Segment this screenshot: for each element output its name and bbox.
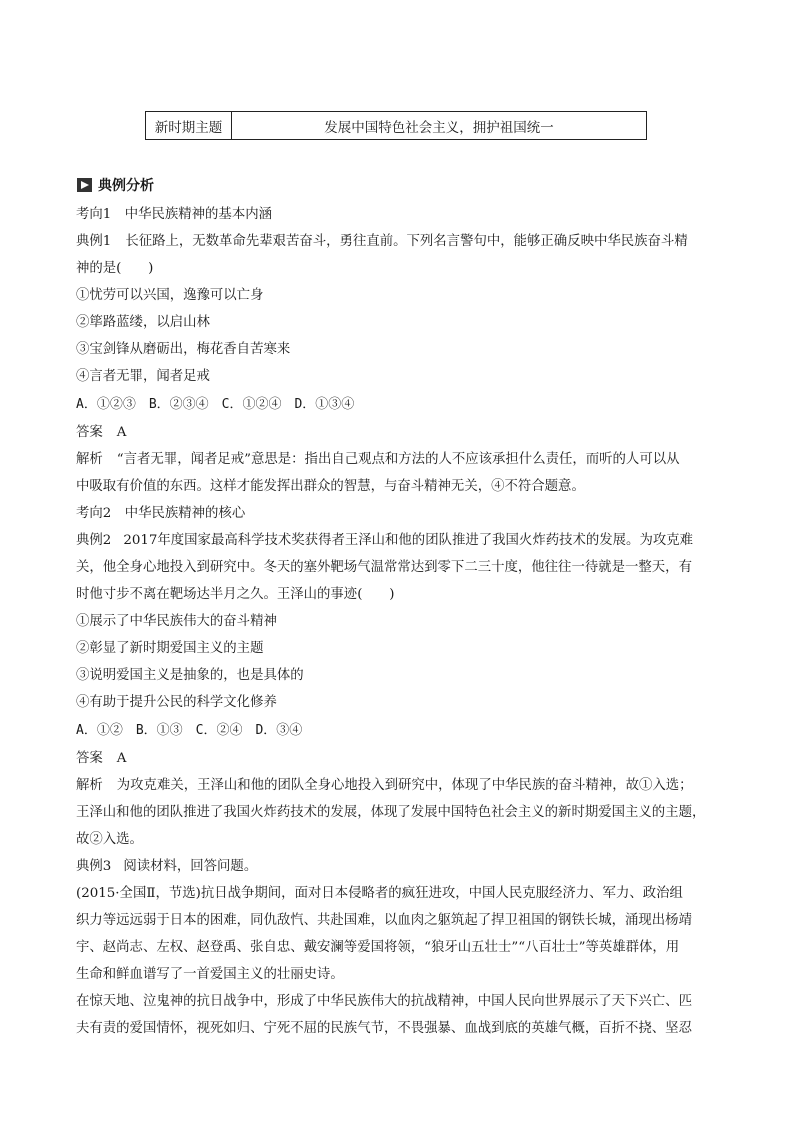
example-2-option-2: ②彰显了新时期爱国主义的主题 <box>76 641 264 656</box>
example-1-question-line <box>76 235 688 248</box>
example-1-option-1: ①忧劳可以兴国，逸豫可以亡身 <box>76 288 264 303</box>
analysis-text: 为攻克难关，王泽山和他的团队全身心地投入到研究中，体现了中华民族的奋斗精神，故①入选； <box>116 778 693 793</box>
answer-label: 答案 <box>76 425 103 440</box>
section-title: 典例分析 <box>98 178 154 194</box>
analysis-label: 解析 <box>76 452 103 467</box>
example-2-question-line <box>76 534 693 547</box>
answer-label: 答案 <box>76 751 103 766</box>
example-2-option-3: ③说明爱国主义是抽象的，也是具体的 <box>76 668 304 683</box>
example-1-answer <box>76 426 126 439</box>
example-3-material-1-d: 生命和鲜血谱写了一首爱国主义的壮丽史诗。 <box>76 967 344 982</box>
example-2-answer <box>76 752 126 765</box>
example-1-option-3: ③宝剑锋从磨砺出，梅花香自苦寒来 <box>76 342 291 357</box>
theme-table <box>145 111 647 140</box>
example-3-material-1-b: 织力等远远弱于日本的困难，同仇敌忾、共赴国难，以血肉之躯筑起了捍卫祖国的钢铁长城，涌现出杨靖 <box>76 913 692 928</box>
example-2-analysis <box>76 779 693 792</box>
example-3-question-text: 阅读材料，回答问题。 <box>123 859 258 874</box>
example-1-label: 典例1 <box>76 234 112 249</box>
example-1-choices: A．①②③ B．②③④ C．①②④ D．①③④ <box>76 397 355 412</box>
topic-1-heading: 考向1 中华民族精神的基本内涵 <box>76 207 272 222</box>
analysis-text: “言者无罪，闻者足戒”意思是：指出自己观点和方法的人不应该承担什么责任，而听的人可以从 <box>116 452 680 467</box>
example-3-material-1-a: (2015·全国Ⅱ，节选)抗日战争期间，面对日本侵略者的疯狂进攻，中国人民克服经济力、军力、政治组 <box>76 886 683 901</box>
example-3-question-line <box>76 860 257 873</box>
example-2-question-cont-1: 关，他全身心地投入到研究中。冬天的塞外靶场气温常常达到零下二三十度，他往往一待就是一整天，有 <box>76 560 692 575</box>
example-2-choices: A．①② B．①③ C．②④ D．③④ <box>76 723 303 738</box>
example-1-option-4: ④言者无罪，闻者足戒 <box>76 369 210 384</box>
section-heading <box>77 175 154 195</box>
answer-value: A <box>116 751 127 766</box>
example-1-analysis <box>76 453 680 466</box>
example-2-label: 典例2 <box>76 533 112 548</box>
example-3-label: 典例3 <box>76 859 112 874</box>
example-2-analysis-cont-2: 故②入选。 <box>76 832 143 847</box>
example-2-option-1: ①展示了中华民族伟大的奋斗精神 <box>76 614 277 629</box>
example-3-material-1-c: 宇、赵尚志、左权、赵登禹、张自忠、戴安澜等爱国将领，“狼牙山五壮士”“八百壮士”等英雄群体，用 <box>76 940 680 955</box>
example-1-question-cont: 神的是( ) <box>76 261 154 276</box>
topic-2-heading: 考向2 中华民族精神的核心 <box>76 506 246 521</box>
play-triangle-icon <box>77 178 92 192</box>
example-2-question-cont-2: 时他寸步不离在靶场达半月之久。王泽山的事迹( ) <box>76 587 395 602</box>
example-1-analysis-cont: 中吸取有价值的东西。这样才能发挥出群众的智慧，与奋斗精神无关，④不符合题意。 <box>76 479 585 494</box>
example-2-option-4: ④有助于提升公民的科学文化修养 <box>76 695 277 710</box>
table-value-cell: 发展中国特色社会主义，拥护祖国统一 <box>324 119 554 136</box>
table-label-cell: 新时期主题 <box>146 112 232 139</box>
example-1-option-2: ②筚路蓝缕，以启山林 <box>76 315 210 330</box>
example-2-question-text: 2017年度国家最高科学技术奖获得者王泽山和他的团队推进了我国火炸药技术的发展。为攻克难 <box>123 533 694 548</box>
example-3-material-2-b: 夫有责的爱国情怀，视死如归、宁死不屈的民族气节，不畏强暴、血战到底的英雄气概，百折不挠、坚忍 <box>76 1021 692 1036</box>
example-2-analysis-cont-1: 王泽山和他的团队推进了我国火炸药技术的发展，体现了发展中国特色社会主义的新时期爱国主义的主题， <box>76 805 706 820</box>
answer-value: A <box>116 425 127 440</box>
analysis-label: 解析 <box>76 778 103 793</box>
example-1-question-text: 长征路上，无数革命先辈艰苦奋斗，勇往直前。下列名言警句中，能够正确反映中华民族奋斗精 <box>125 234 688 249</box>
example-3-material-2-a: 在惊天地、泣鬼神的抗日战争中，形成了中华民族伟大的抗战精神，中国人民向世界展示了天下兴亡、匹 <box>76 994 692 1009</box>
